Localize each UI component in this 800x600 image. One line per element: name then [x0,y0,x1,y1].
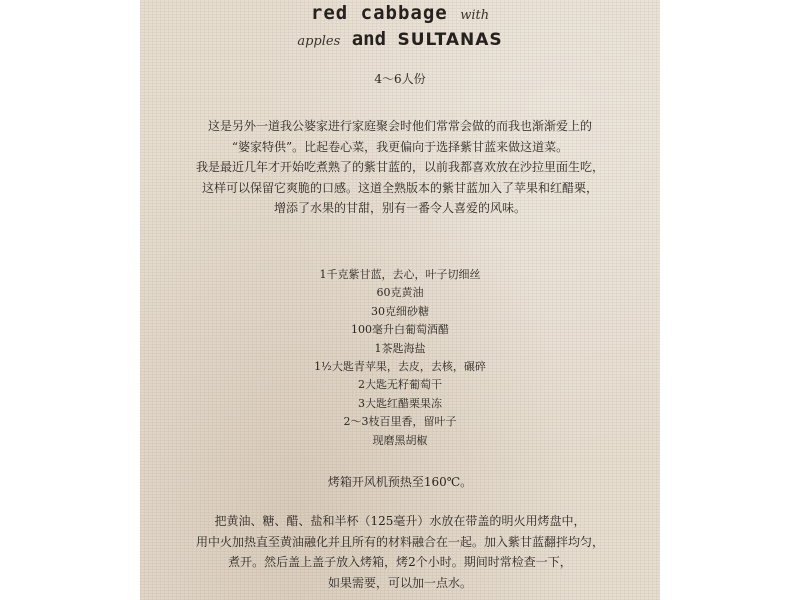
title-with: with [460,8,490,23]
serves-text: 4～6人份 [374,72,426,86]
intro-line: 我是最近几年才开始吃煮熟了的紫甘蓝的，以前我都喜欢放在沙拉里面生吃， [195,160,604,174]
method-paragraph [140,511,660,593]
method-line: 用中火加热直至黄油融化并且所有的材料融合在一起。加入紫甘蓝翻拌均匀， [195,534,604,549]
title-sultanas: SULTANAS [397,30,503,50]
method-line: 煮开。然后盖上盖子放入烤箱，烤2个小时。期间时常检查一下， [228,555,572,569]
ingredient-item: 1茶匙海盐 [374,341,426,355]
ingredient-item: 1千克紫甘蓝，去心，叶子切细丝 [319,268,481,281]
title-apples: apples [297,34,341,49]
ingredient-item: 2大匙无籽葡萄干 [358,378,442,392]
ingredient-item: 1½大匙青苹果，去皮，去核，碾碎 [314,360,486,374]
ingredient-item: 60克黄油 [376,286,424,300]
intro-line: “婆家特供”。比起卷心菜，我更偏向于选择紫甘蓝来做这道菜。 [231,139,569,154]
method-line: 把黄油、糖、醋、盐和半杯（125毫升）水放在带盖的明火用烤盘中， [214,514,586,528]
oven-instruction: 烤箱开风机预热至160℃。 [327,475,473,489]
ingredient-item: 现磨黑胡椒 [372,433,428,447]
method-line: 如果需要，可以加一点水。 [327,575,472,590]
intro-line: 这样可以保留它爽脆的口感。这道全熟版本的紫甘蓝加入了苹果和红醋栗， [201,180,598,195]
title-red-cabbage: red cabbage [310,2,448,24]
ingredient-item: 2～3枝百里香，留叶子 [343,415,457,429]
intro-line: 这是另外一道我公婆家进行家庭聚会时他们常常会做的而我也渐渐爱上的 [207,119,592,133]
intro-line: 增添了水果的甘甜，别有一番令人喜爱的风味。 [273,201,526,215]
ingredient-item: 30克细砂糖 [371,304,429,318]
recipe-title-line-1 [140,2,660,24]
title-and: and [351,28,387,50]
recipe-page [140,0,660,600]
ingredient-item: 3大匙红醋栗果冻 [358,396,442,410]
intro-paragraph [140,116,660,219]
ingredients-list [140,266,660,450]
recipe-title-line-2 [140,28,660,50]
ingredient-item: 100毫升白葡萄酒醋 [351,323,449,337]
